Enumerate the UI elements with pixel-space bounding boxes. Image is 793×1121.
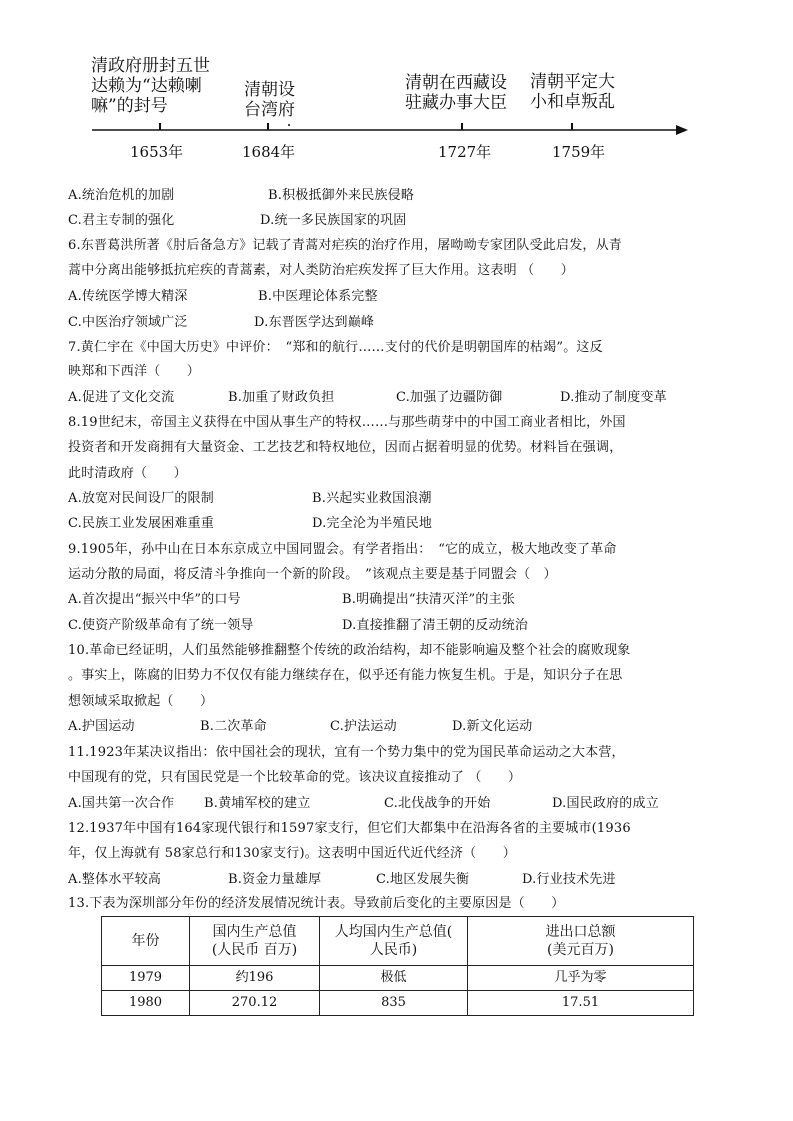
question-text: 投资者和开发商拥有大量资金、工艺技艺和特权地位，因而占据着明显的优势。材料旨在强调， <box>68 440 623 455</box>
option-a: A.国共第一次合作 <box>68 796 175 811</box>
timeline-event-1684 <box>244 80 295 120</box>
table-row <box>102 966 694 991</box>
option-b: B.黄埔军校的建立 <box>204 796 311 811</box>
question-text: 想领域采取掀起（ ） <box>68 694 214 709</box>
option-a: A.传统医学博大精深 <box>68 289 188 304</box>
option-c: C.地区发展失衡 <box>376 872 470 887</box>
question-text: 映郑和下西洋（ ） <box>68 364 201 379</box>
table-cell: 1980 <box>102 991 190 1016</box>
timeline-event-1759 <box>530 72 615 112</box>
question-text: 11.1923年某决议指出：依中国社会的现状，宜有一个势力集中的党为国民革命运动之大本营， <box>68 745 625 760</box>
option-d: D.推动了制度变革 <box>560 390 667 405</box>
table-cell: 17.51 <box>468 991 694 1016</box>
table-cell: 几乎为零 <box>468 966 694 991</box>
option-d: D.行业技术先进 <box>522 872 616 887</box>
event-line: 嘛”的封号 <box>91 96 168 116</box>
option-c: C.北伐战争的开始 <box>384 796 491 811</box>
option-b: B.二次革命 <box>200 719 267 734</box>
option-d: D.直接推翻了清王朝的反动统治 <box>342 618 529 633</box>
table-cell: 约196 <box>190 966 320 991</box>
table-header-row <box>102 917 694 966</box>
question-text: 此时清政府（ ） <box>68 466 187 481</box>
question-text: 6.东晋葛洪所著《肘后备急方》记载了青蒿对疟疾的治疗作用，屠呦呦专家团队受此启发，从青 <box>68 238 623 253</box>
header-cell-gdp: 国内生产总值 (人民币 百万) <box>190 917 320 966</box>
table-cell: 1979 <box>102 966 190 991</box>
option-c: C.中医治疗领域广泛 <box>68 315 188 330</box>
question-text: 10.革命已经证明，人们虽然能够推翻整个传统的政治结构，却不能影响遍及整个社会的腐败现象 <box>68 643 631 658</box>
timeline-year-1684: 1684年 <box>242 143 296 161</box>
table-cell: 835 <box>320 991 468 1016</box>
header-cell-gdp-per-capita: 人均国内生产总值( 人民币) <box>320 917 468 966</box>
question-text: 运动分散的局面，将反清斗争推向一个新的阶段。 ”该观点主要是基于同盟会（ ） <box>68 567 557 582</box>
option-a: A.整体水平较高 <box>68 872 162 887</box>
option-d: D.东晋医学达到巅峰 <box>254 315 375 330</box>
option-d: D.新文化运动 <box>452 719 533 734</box>
option-c: C.护法运动 <box>330 719 397 734</box>
option-a: A.放宽对民间设厂的限制 <box>68 491 214 506</box>
event-line: 驻藏办事大臣 <box>405 93 507 113</box>
option-d: D.国民政府的成立 <box>552 796 659 811</box>
timeline-event-1727 <box>405 73 507 113</box>
table-cell: 270.12 <box>190 991 320 1016</box>
option-c: C.民族工业发展困难重重 <box>68 516 215 531</box>
timeline-year-1727: 1727年 <box>438 143 492 161</box>
option-a: A.护国运动 <box>68 719 135 734</box>
event-line: 清政府册封五世 <box>91 56 210 76</box>
option-b: B.兴起实业救国浪潮 <box>312 491 432 506</box>
event-line: 达赖为“达赖喇 <box>91 76 202 96</box>
event-line: 清朝在西藏设 <box>405 73 507 93</box>
header-cell-trade: 进出口总额 (美元百万) <box>468 917 694 966</box>
event-line: 清朝设 <box>244 80 295 100</box>
timeline-arrowhead <box>676 125 688 135</box>
option-b: B.资金力量雄厚 <box>228 872 322 887</box>
question-text: 年，仅上海就有 58家总行和130家支行)。这表明中国近代近代经济（ ） <box>68 846 516 861</box>
option-c: C.使资产阶级革命有了统一领导 <box>68 618 254 633</box>
option-b: B.加重了财政负担 <box>228 390 335 405</box>
option-b: B.中医理论体系完整 <box>258 289 378 304</box>
timeline-year-1759: 1759年 <box>552 143 606 161</box>
option-a: A.促进了文化交流 <box>68 390 175 405</box>
option-d: D.完全沦为半殖民地 <box>312 516 433 531</box>
question-text: 7.黄仁宇在《中国大历史》中评价： “郑和的航行……支付的代价是明朝国库的枯竭”。这反 <box>68 340 603 355</box>
question-text: 9.1905年，孙中山在日本东京成立中国同盟会。有学者指出： “它的成立，极大地改变了革命 <box>68 542 617 557</box>
question-text: 12.1937年中国有164家现代银行和1597家支行，但它们大都集中在沿海各省的主要城市(1936 <box>68 821 631 836</box>
option-a: A.首次提出“振兴中华”的口号 <box>68 592 241 607</box>
timeline-event-1653 <box>91 56 210 116</box>
option-d: D.统一多民族国家的巩固 <box>260 213 407 228</box>
option-c: C.加强了边疆防御 <box>396 390 503 405</box>
question-text: 中国现有的党，只有国民党是一个比较革命的党。该决议直接推动了 （ ） <box>68 770 522 785</box>
event-line: 清朝平定大 <box>530 72 615 92</box>
question-text: 蒿中分离出能够抵抗疟疾的青蒿素，对人类防治疟疾发挥了巨大作用。这表明 （ ） <box>68 263 574 278</box>
option-c: C.君主专制的强化 <box>68 213 175 228</box>
table-row <box>102 991 694 1016</box>
event-line: 小和卓叛乱 <box>530 92 615 112</box>
header-cell-year: 年份 <box>102 917 190 966</box>
option-b: B.明确提出“扶清灭洋”的主张 <box>342 592 515 607</box>
timeline-dot <box>288 124 290 126</box>
question-text: 8.19世纪末，帝国主义获得在中国从事生产的特权……与那些萌芽中的中国工商业者相比，外国 <box>68 415 626 430</box>
question-text: 。事实上，陈腐的旧势力不仅仅有能力继续存在，似乎还有能力恢复生机。于是，知识分子在思 <box>68 668 623 683</box>
statistics-table <box>101 916 694 1016</box>
event-line: 台湾府 <box>244 100 295 120</box>
option-a: A.统治危机的加剧 <box>68 188 175 203</box>
table-cell: 极低 <box>320 966 468 991</box>
timeline-year-1653: 1653年 <box>130 143 184 161</box>
question-text: 13.下表为深圳部分年份的经济发展情况统计表。导致前后变化的主要原因是（ ） <box>68 896 565 911</box>
option-b: B.积极抵御外来民族侵略 <box>268 188 415 203</box>
